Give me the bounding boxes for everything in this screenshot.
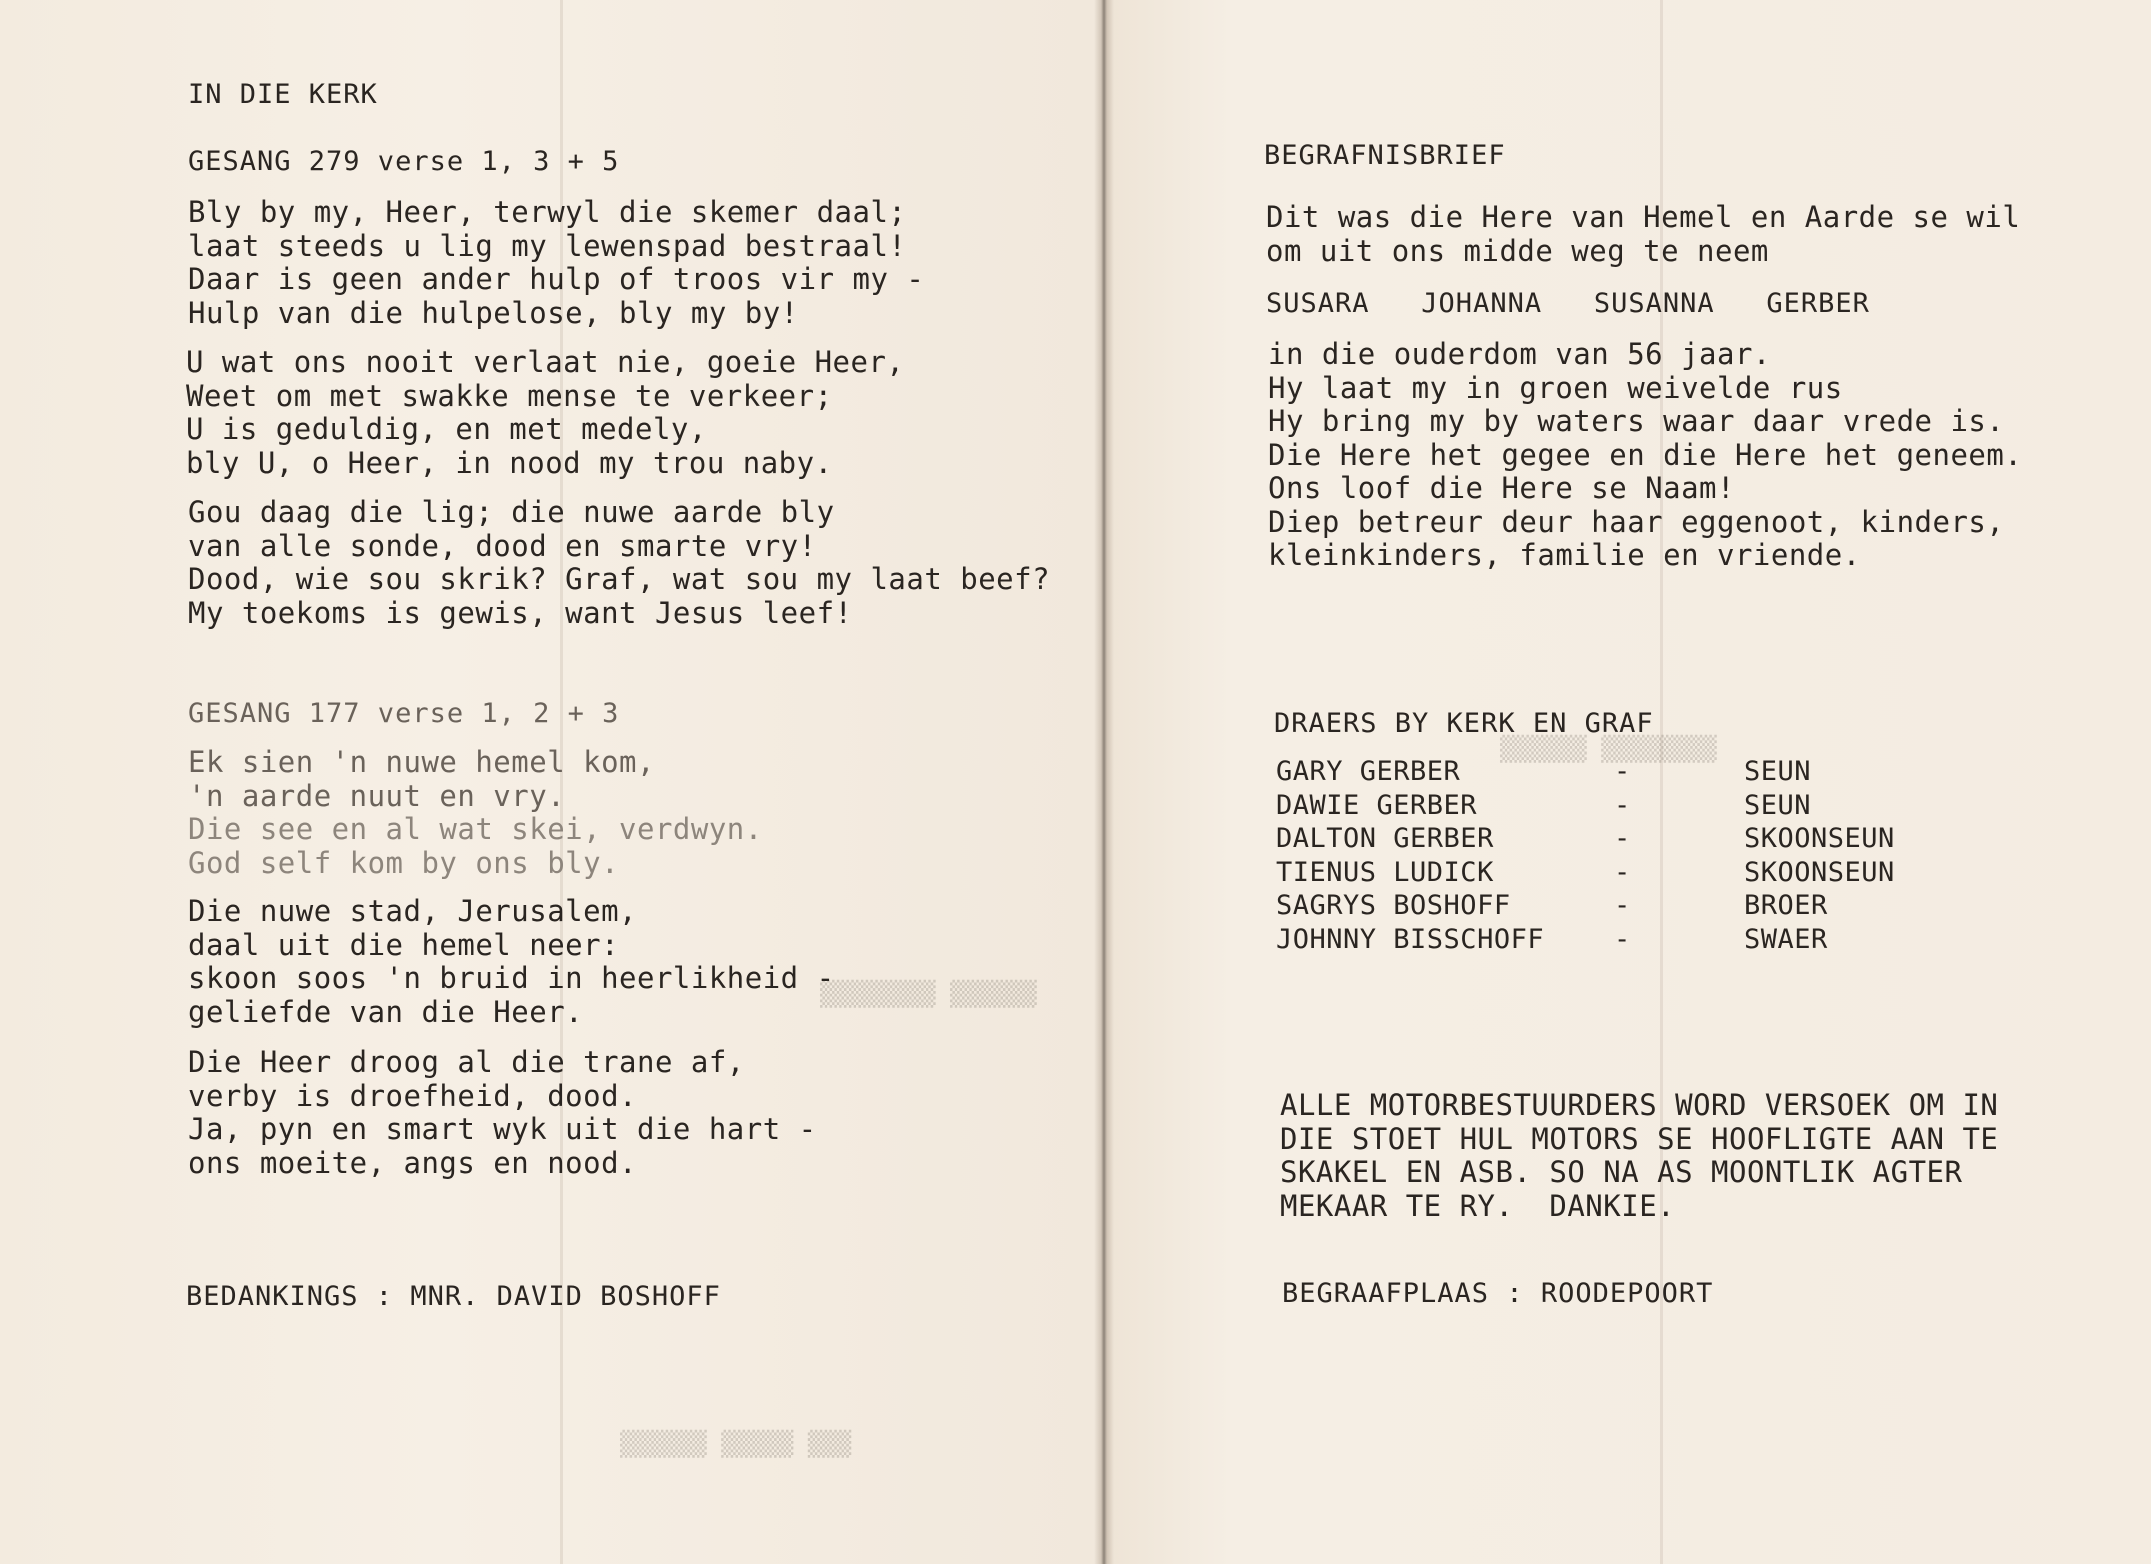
- verse-line: Die nuwe stad, Jerusalem,: [188, 894, 637, 928]
- verse-line: Die see en al wat skei, verdwyn.: [188, 812, 763, 846]
- bearer-relation: SKOONSEUN: [1744, 823, 1895, 855]
- verse-line: Hulp van die hulpelose, bly my by!: [188, 295, 799, 330]
- hymn-1-stanza-1: [188, 196, 924, 330]
- memorial-verse: [1268, 338, 2022, 573]
- intro-line: Dit was die Here van Hemel en Aarde se wil: [1266, 200, 2021, 234]
- bearer-dash: -: [1614, 890, 1631, 922]
- bearer-dash: -: [1614, 856, 1631, 888]
- hymn-1-stanza-2: [186, 346, 904, 480]
- bearer-name: SAGRYS BOSHOFF: [1276, 890, 1511, 922]
- intro-text: [1266, 201, 2020, 268]
- deceased-name: SUSARA JOHANNA SUSANNA GERBER: [1266, 288, 1870, 319]
- verse-line: U wat ons nooit verlaat nie, goeie Heer,: [186, 345, 905, 379]
- bearers-heading: DRAERS BY KERK EN GRAF: [1274, 708, 1654, 739]
- bearer-name: JOHNNY BISSCHOFF: [1276, 923, 1545, 955]
- verse-line: U is geduldig, en met medely,: [186, 412, 707, 446]
- table-row: [1276, 755, 1895, 789]
- bearer-dash: -: [1614, 756, 1631, 788]
- bearer-name: TIENUS LUDICK: [1276, 856, 1494, 888]
- right-heading: BEGRAFNISBRIEF: [1264, 140, 1506, 171]
- bearer-name: DAWIE GERBER: [1276, 789, 1478, 821]
- verse-line: Weet om met swakke mense te verkeer;: [186, 378, 833, 413]
- cemetery-line: BEGRAAFPLAAS : ROODEPOORT: [1282, 1278, 1714, 1309]
- verse-line: Diep betreur deur haar eggenoot, kinders,: [1268, 504, 2005, 539]
- notice-line: SKAKEL EN ASB. SO NA AS MOONTLIK AGTER: [1280, 1155, 1963, 1189]
- verse-line: Hy laat my in groen weivelde rus: [1268, 370, 1843, 405]
- bearer-dash: -: [1614, 789, 1631, 821]
- notice-line: MEKAAR TE RY. DANKIE.: [1280, 1188, 1676, 1223]
- verse-line: Ek sien 'n nuwe hemel kom,: [188, 745, 655, 779]
- bearer-relation: SWAER: [1744, 923, 1828, 955]
- verse-line: van alle sonde, dood en smarte vry!: [188, 528, 817, 563]
- verse-line: laat steeds u lig my lewenspad bestraal!: [188, 228, 907, 263]
- hymn-1-stanza-3: [188, 496, 1050, 630]
- verse-line: skoon soos 'n bruid in heerlikheid -: [188, 961, 835, 995]
- show-through-smudge: ▒▒▒ ▒▒▒▒▒ ▒▒▒▒▒▒: [620, 1430, 852, 1458]
- table-row: [1276, 789, 1895, 823]
- hymn-2-stanza-1: [188, 746, 763, 880]
- hymn-2-stanza-3: [188, 1046, 817, 1180]
- hymn-2-title: GESANG 177 verse 1, 2 + 3: [188, 698, 620, 729]
- verse-line: geliefde van die Heer.: [188, 994, 584, 1029]
- bearer-dash: -: [1614, 823, 1631, 855]
- motorist-notice: [1280, 1089, 1998, 1223]
- verse-line: Gou daag die lig; die nuwe aarde bly: [188, 495, 835, 529]
- verse-line: ons moeite, angs en nood.: [188, 1145, 637, 1180]
- bearer-relation: SEUN: [1744, 789, 1812, 821]
- verse-line: kleinkinders, familie en vriende.: [1268, 538, 1861, 572]
- table-row: [1276, 856, 1895, 890]
- verse-line: 'n aarde nuut en vry.: [188, 778, 566, 813]
- table-row: [1276, 822, 1895, 856]
- bearer-relation: SEUN: [1744, 756, 1812, 788]
- bearer-relation: SKOONSEUN: [1744, 856, 1895, 888]
- bearer-dash: -: [1614, 923, 1631, 955]
- verse-line: Ja, pyn en smart wyk uit die hart -: [188, 1112, 817, 1146]
- verse-line: Daar is geen ander hulp of troos vir my -: [188, 262, 925, 296]
- verse-line: bly U, o Heer, in nood my trou naby.: [186, 445, 833, 480]
- verse-line: daal uit die hemel neer:: [188, 927, 620, 962]
- hymn-1-title: GESANG 279 verse 1, 3 + 5: [188, 146, 620, 177]
- left-heading: IN DIE KERK: [188, 79, 378, 110]
- bearer-relation: BROER: [1744, 890, 1828, 922]
- notice-line: DIE STOET HUL MOTORS SE HOOFLIGTE AAN TE: [1280, 1121, 1999, 1156]
- verse-line: Ons loof die Here se Naam!: [1268, 471, 1735, 505]
- bearer-name: DALTON GERBER: [1276, 823, 1494, 855]
- hymn-2-stanza-2: [188, 895, 835, 1029]
- show-through-smudge: ▒▒▒▒▒▒ ▒▒▒▒▒▒▒▒: [820, 980, 1037, 1008]
- verse-line: Dood, wie sou skrik? Graf, wat sou my laat beef?: [188, 562, 1051, 596]
- table-row: [1276, 923, 1895, 957]
- center-fold: [1094, 0, 1114, 1564]
- table-row: [1276, 889, 1895, 923]
- verse-line: God self kom by ons bly.: [188, 845, 620, 880]
- verse-line: Hy bring my by waters waar daar vrede is.: [1268, 404, 2005, 438]
- verse-line: Die Heer droog al die trane af,: [188, 1045, 745, 1079]
- thanks-line: BEDANKINGS : MNR. DAVID BOSHOFF: [186, 1281, 721, 1312]
- verse-line: verby is droefheid, dood.: [188, 1078, 637, 1113]
- show-through-smudge: ▒▒▒▒▒▒▒▒ ▒▒▒▒▒▒: [1500, 735, 1717, 763]
- notice-line: ALLE MOTORBESTUURDERS WORD VERSOEK OM IN: [1280, 1088, 1999, 1122]
- bearer-name: GARY GERBER: [1276, 756, 1461, 788]
- intro-line: om uit ons midde weg te neem: [1266, 233, 1769, 268]
- verse-line: Bly by my, Heer, terwyl die skemer daal;: [188, 195, 907, 229]
- verse-line: Die Here het gegee en die Here het geneem.: [1268, 437, 2023, 472]
- bearers-table: [1276, 755, 1895, 956]
- verse-line: in die ouderdom van 56 jaar.: [1268, 337, 1771, 371]
- verse-line: My toekoms is gewis, want Jesus leef!: [188, 595, 853, 630]
